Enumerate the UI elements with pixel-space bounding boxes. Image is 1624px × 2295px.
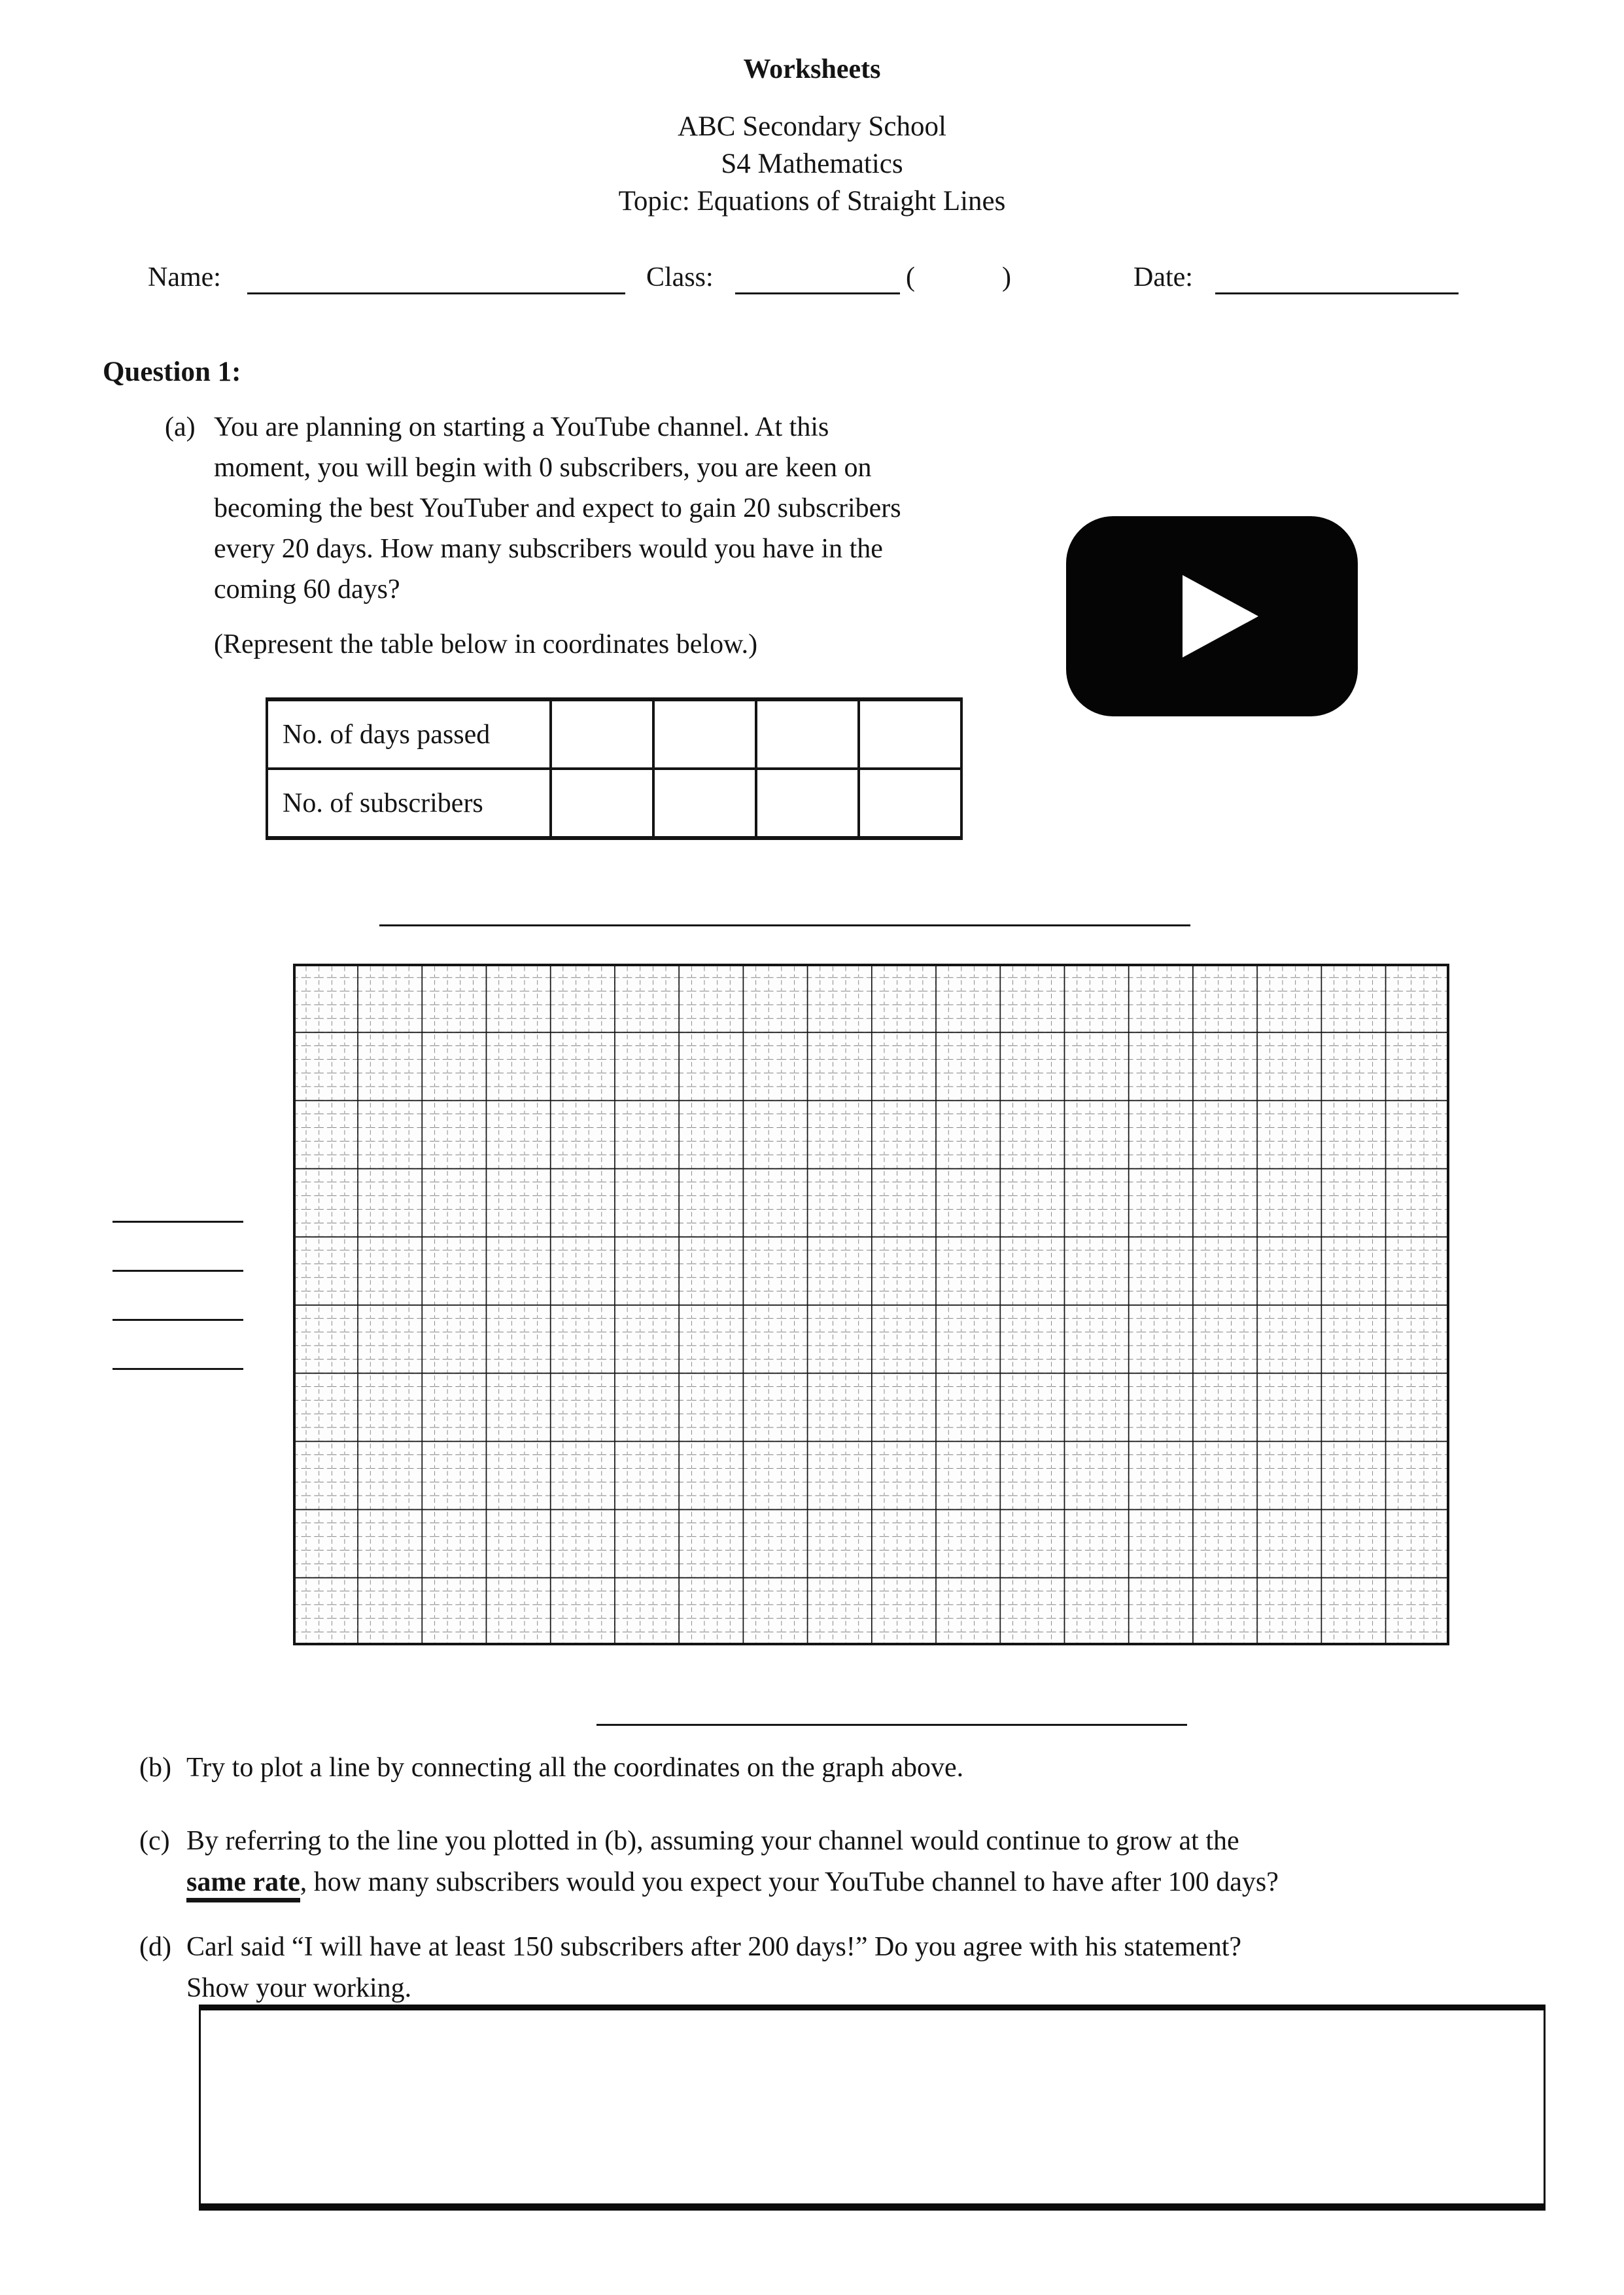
empty-cell — [756, 699, 859, 769]
y-axis-label-line — [112, 1270, 243, 1272]
part-a-label: (a) — [165, 412, 196, 442]
class-blank-line — [735, 292, 900, 294]
empty-cell — [859, 769, 961, 838]
empty-cell — [551, 699, 653, 769]
empty-cell — [551, 769, 653, 838]
name-blank-line — [247, 292, 625, 294]
part-a-line: coming 60 days? — [214, 574, 400, 604]
header-block — [0, 108, 1624, 220]
part-d-label: (d) — [139, 1932, 171, 1962]
x-axis-label-line — [596, 1724, 1187, 1726]
y-axis-label-line — [112, 1221, 243, 1223]
school-name: ABC Secondary School — [678, 111, 946, 142]
empty-cell — [859, 699, 961, 769]
part-d-line1: Carl said “I will have at least 150 subscribers after 200 days!” Do you agree with his statement? — [186, 1932, 1242, 1962]
row-header-cell: No. of days passed — [267, 699, 551, 769]
data-table — [266, 697, 963, 840]
name-label: Name: — [148, 262, 221, 292]
table-row — [267, 769, 961, 838]
part-b-label: (b) — [139, 1753, 171, 1783]
empty-cell — [756, 769, 859, 838]
part-a-line: You are planning on starting a YouTube channel. At this — [214, 412, 829, 442]
part-c-line2 — [186, 1866, 1279, 1898]
graph-title-line — [379, 924, 1190, 926]
page-title: Worksheets — [743, 54, 881, 84]
working-box — [199, 2005, 1546, 2211]
class-label: Class: — [646, 262, 714, 292]
part-d-line2: Show your working. — [186, 1973, 412, 2003]
table-row — [267, 699, 961, 769]
question1-heading: Question 1: — [103, 357, 241, 387]
major-gridlines — [293, 964, 1449, 1645]
graph-paper — [293, 964, 1449, 1645]
part-a-line: moment, you will begin with 0 subscribers, you are keen on — [214, 453, 872, 483]
part-a-line: becoming the best YouTuber and expect to gain 20 subscribers — [214, 493, 901, 523]
empty-cell — [653, 699, 756, 769]
y-axis-label-line — [112, 1319, 243, 1321]
represent-note: (Represent the table below in coordinates below.) — [214, 629, 758, 659]
course-name: S4 Mathematics — [721, 149, 903, 179]
part-a-text — [214, 407, 901, 610]
topic-line: Topic: Equations of Straight Lines — [618, 186, 1006, 217]
part-c-label: (c) — [139, 1826, 170, 1856]
part-c-line2-rest: , how many subscribers would you expect your YouTube channel to have after 100 days? — [300, 1867, 1279, 1897]
class-paren-open: ( — [906, 262, 915, 292]
part-a-line: every 20 days. How many subscribers would you have in the — [214, 534, 883, 564]
date-label: Date: — [1133, 262, 1193, 292]
row-header-cell: No. of subscribers — [267, 769, 551, 838]
part-c-line1: By referring to the line you plotted in (b), assuming your channel would continue to grow at the — [186, 1826, 1239, 1856]
empty-cell — [653, 769, 756, 838]
youtube-play-icon — [1065, 515, 1359, 718]
date-blank-line — [1215, 292, 1459, 294]
same-rate-emphasis: same rate — [186, 1867, 300, 1902]
part-b-text: Try to plot a line by connecting all the coordinates on the graph above. — [186, 1753, 964, 1783]
class-paren-close: ) — [1002, 262, 1011, 292]
y-axis-label-line — [112, 1368, 243, 1370]
